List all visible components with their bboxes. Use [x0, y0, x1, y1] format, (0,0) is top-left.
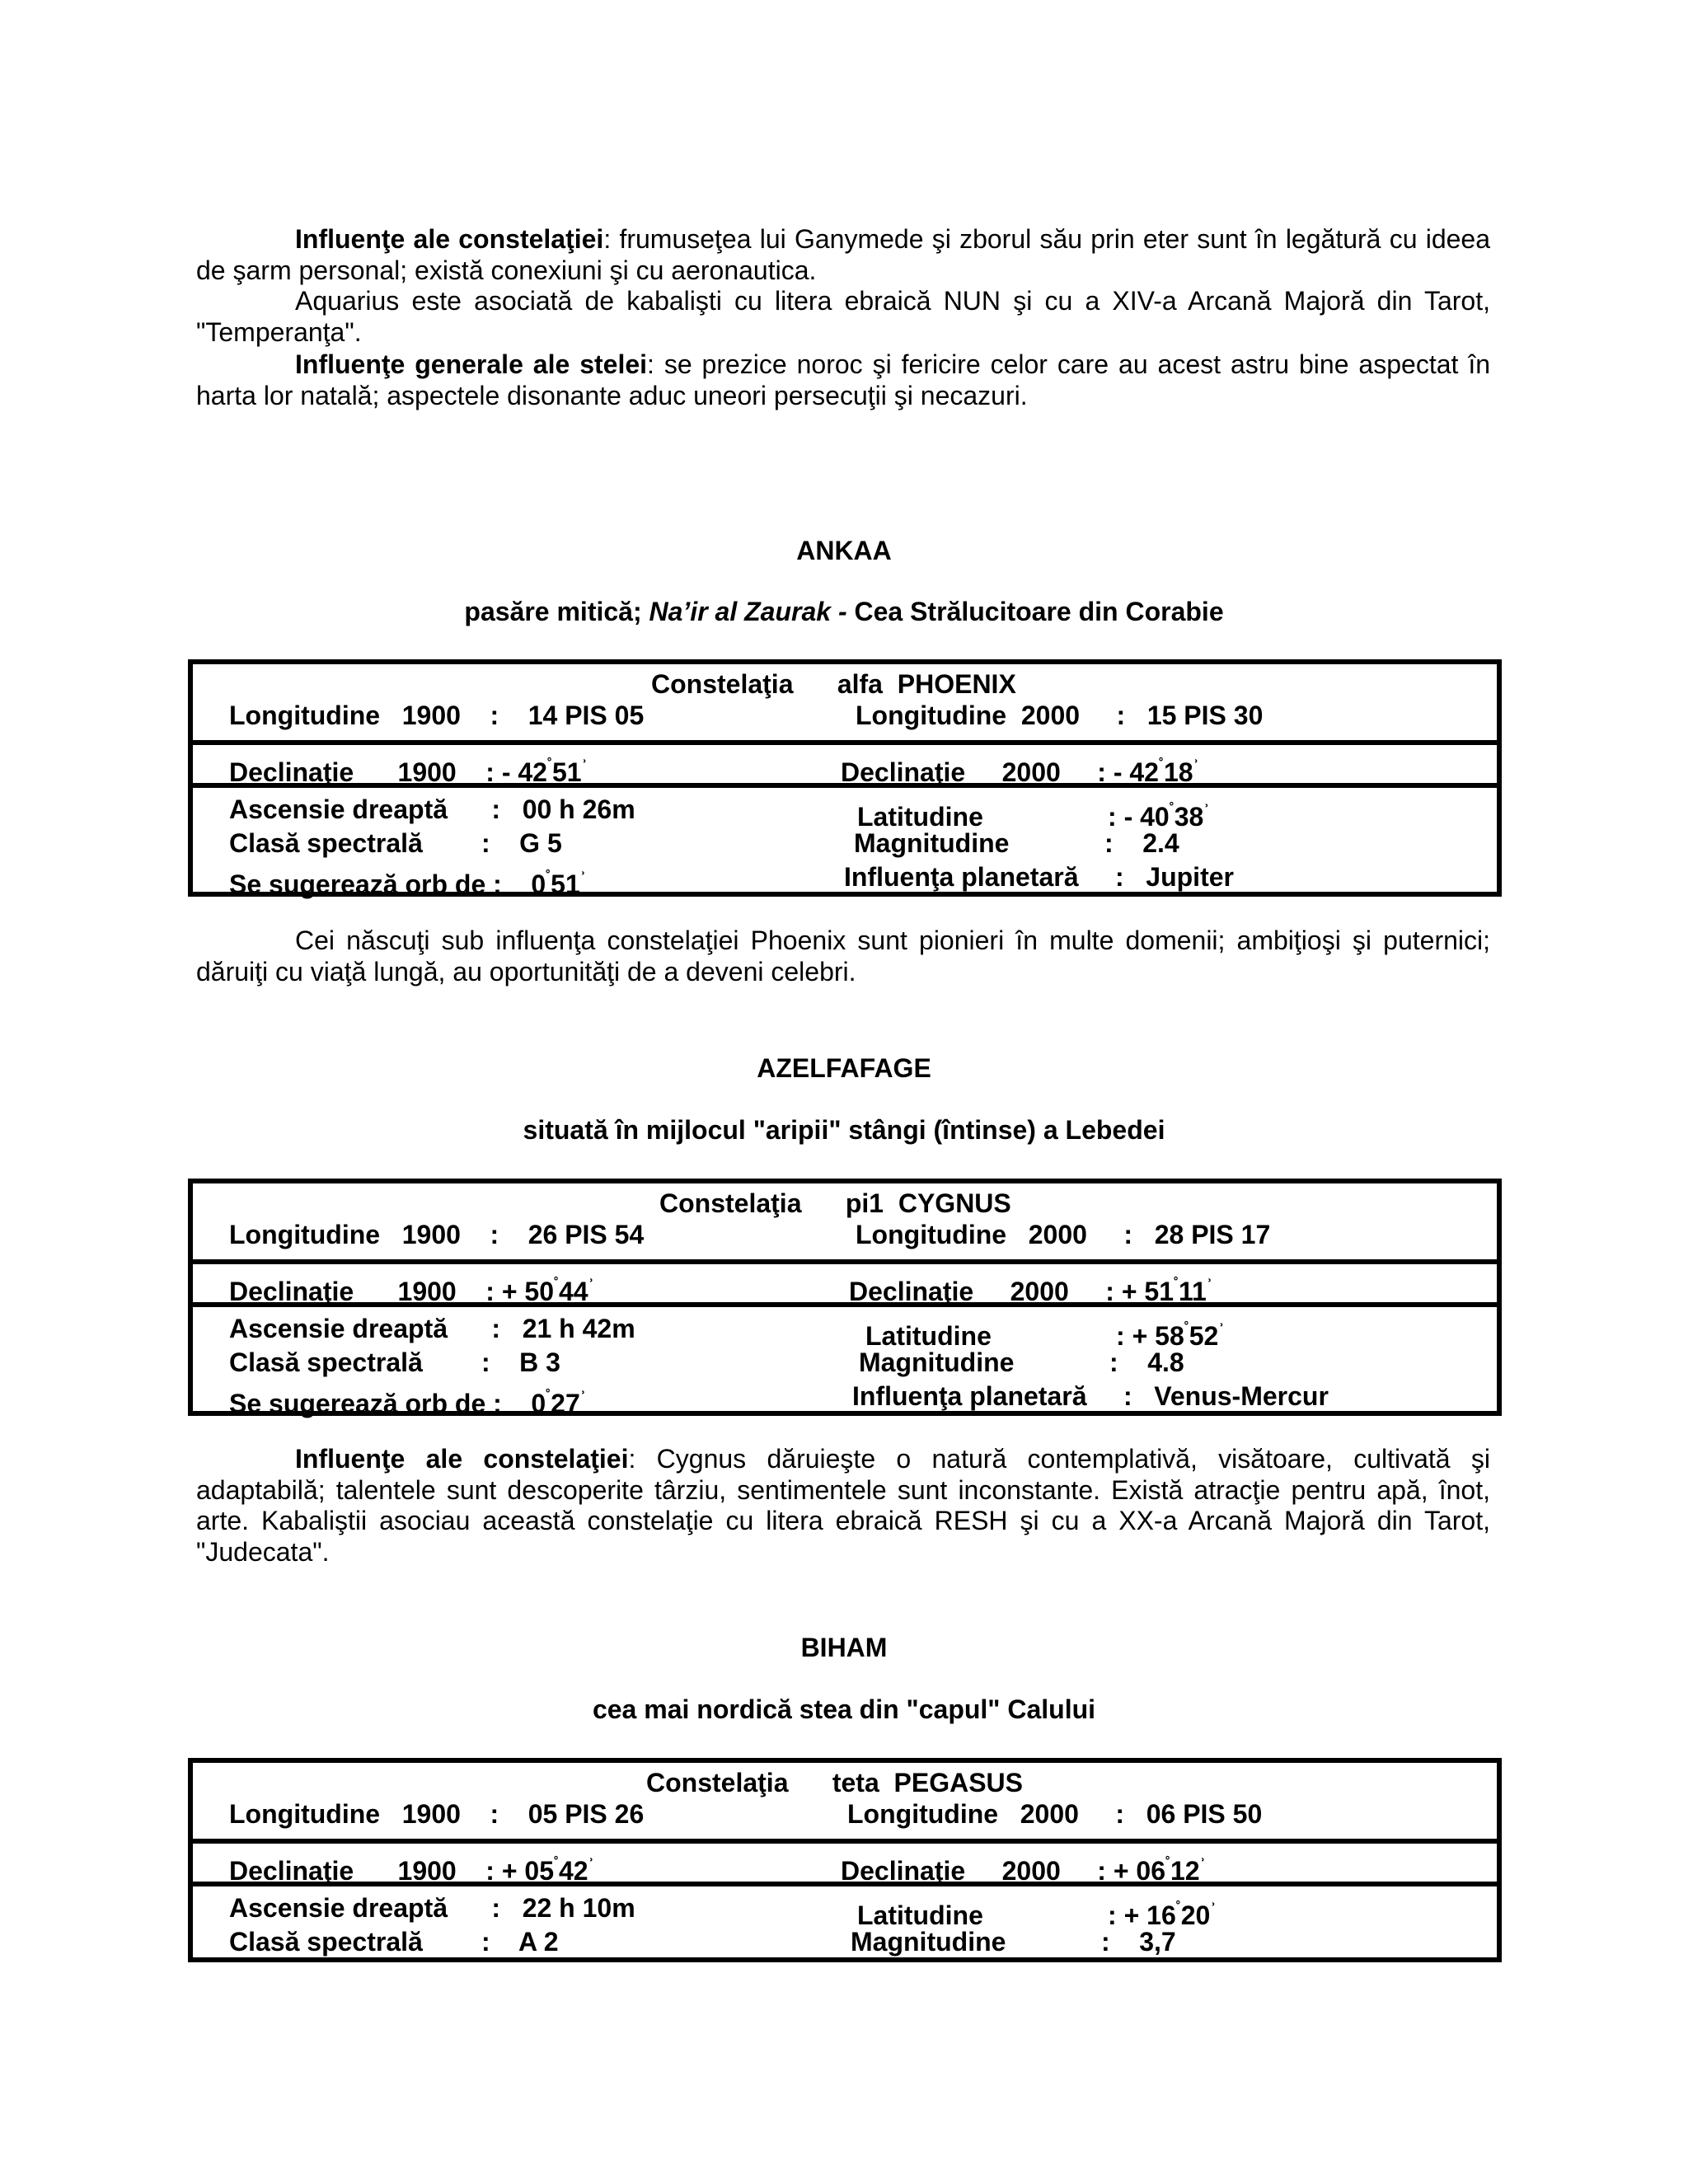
value: Declinaţie 1900 : + 05 — [229, 1856, 554, 1886]
degree-symbol: ˚ — [1184, 1320, 1189, 1337]
star-subtitle-biham: cea mai nordică stea din "capul" Calului — [592, 1694, 1096, 1724]
minute-symbol: ʾ — [1199, 1855, 1206, 1876]
minute-symbol: ʾ — [1210, 1900, 1217, 1920]
value: Declinaţie 2000 : - 42 — [841, 757, 1159, 787]
star-table-biham — [188, 1758, 1502, 1962]
table-band-top — [193, 1763, 1497, 1839]
longitude-1900: Longitudine 1900 : 26 PIS 54 — [229, 1220, 645, 1249]
spectral-class: Clasă spectrală : A 2 — [229, 1927, 559, 1957]
spectral-class: Clasă spectrală : B 3 — [229, 1347, 560, 1377]
minute-symbol: ʾ — [581, 757, 588, 777]
star-subtitle-azelfafage: situată în mijlocul "aripii" stângi (întinse) a Lebedei — [523, 1115, 1165, 1145]
table-band-top — [193, 1183, 1497, 1259]
value: Latitudine : + 58 — [865, 1321, 1184, 1351]
orb — [229, 860, 586, 901]
intro-paragraph-1 — [196, 224, 1490, 286]
value: 51 — [551, 757, 582, 787]
value: 52 — [1189, 1321, 1219, 1351]
intro-text-3: : se prezice noroc şi fericire celor care au acest astru bine aspectat în harta lor natală; aspectele disonante aduc uneori persecuţii şi necazuri. — [196, 349, 1491, 410]
star-title-biham: BIHAM — [800, 1633, 888, 1662]
value: Declinaţie 2000 : + 51 — [849, 1277, 1174, 1306]
magnitude: Magnitudine : 3,7 — [851, 1927, 1176, 1957]
degree-symbol: ˚ — [553, 1855, 559, 1872]
description-text: Cei născuţi sub influenţa constelaţiei Phoenix sunt pionieri în multe domenii; ambiţioşi şi puternici; dăruiţi cu viaţă lungă, au oportunităţi de a deveni celebri. — [196, 926, 1490, 987]
longitude-2000: Longitudine 2000 : 15 PIS 30 — [856, 701, 1264, 730]
longitude-2000: Longitudine 2000 : 28 PIS 17 — [856, 1220, 1271, 1249]
degree-symbol: ˚ — [553, 1276, 559, 1292]
subtitle-italic: Na’ir al Zaurak - — [649, 597, 847, 626]
longitude-1900: Longitudine 1900 : 14 PIS 05 — [229, 701, 645, 730]
degree-symbol: ˚ — [1175, 1900, 1181, 1916]
value: 27 — [551, 1389, 580, 1418]
minute-symbol: ʾ — [579, 869, 587, 889]
intro-paragraph-3 — [196, 349, 1490, 411]
degree-symbol: ˚ — [1165, 1855, 1170, 1872]
longitude-2000: Longitudine 2000 : 06 PIS 50 — [847, 1799, 1263, 1829]
table-band-mid — [193, 1259, 1497, 1306]
spectral-class: Clasă spectrală : G 5 — [229, 828, 562, 858]
value: 11 — [1178, 1277, 1207, 1306]
minute-symbol: ʾ — [588, 1855, 594, 1876]
planetary-influence: Influenţa planetară : Jupiter — [844, 862, 1234, 892]
value: 18 — [1163, 757, 1193, 787]
subtitle-part: Cea Strălucitoare din Corabie — [846, 597, 1224, 626]
description-label: Influenţe ale constelaţiei — [295, 1444, 629, 1474]
right-ascension: Ascensie dreaptă : 21 h 42m — [229, 1314, 635, 1343]
star-table-ankaa — [188, 659, 1502, 897]
intro-label-3: Influenţe generale ale stelei — [295, 349, 648, 379]
degree-symbol: ˚ — [1169, 801, 1175, 818]
constellation: Constelaţia pi1 CYGNUS — [659, 1188, 1011, 1218]
table-band-mid — [193, 740, 1497, 787]
magnitude: Magnitudine : 4.8 — [859, 1347, 1184, 1377]
intro-paragraph-2 — [196, 286, 1490, 348]
value: 42 — [558, 1856, 588, 1886]
value: 44 — [558, 1277, 588, 1306]
degree-symbol: ˚ — [546, 1388, 551, 1404]
minute-symbol: ʾ — [1193, 757, 1199, 777]
value: Latitudine : - 40 — [857, 802, 1170, 832]
star-subtitle-ankaa — [0, 595, 1688, 628]
star-title-azelfafage: AZELFAFAGE — [757, 1053, 931, 1083]
minute-symbol: ʾ — [588, 1276, 594, 1296]
intro-label-1: Influenţe ale constelaţiei — [295, 224, 604, 254]
value: Se sugerează orb de : 0 — [229, 1389, 546, 1418]
magnitude: Magnitudine : 2.4 — [854, 828, 1179, 858]
value: Latitudine : + 16 — [857, 1900, 1176, 1930]
table-band-bottom — [193, 783, 1497, 899]
intro-text-2: Aquarius este asociată de kabalişti cu litera ebraică NUN şi cu a XIV-a Arcană Majoră din Tarot, "Temperanţa". — [196, 286, 1490, 347]
table-band-bottom — [193, 1882, 1497, 1957]
constellation: Constelaţia teta PEGASUS — [646, 1768, 1023, 1797]
table-band-top — [193, 664, 1497, 740]
degree-symbol: ˚ — [1158, 757, 1164, 773]
value: Se sugerează orb de : 0 — [229, 869, 546, 899]
minute-symbol: ʾ — [1203, 801, 1210, 822]
value: Declinaţie 1900 : + 50 — [229, 1277, 554, 1306]
constellation: Constelaţia alfa PHOENIX — [651, 669, 1016, 699]
table-band-mid — [193, 1839, 1497, 1886]
subtitle-part: pasăre mitică; — [464, 597, 649, 626]
description-azelfafage — [196, 1444, 1490, 1568]
value: Declinaţie 2000 : + 06 — [841, 1856, 1165, 1886]
intro-text-1: : frumuseţea lui Ganymede şi zborul său prin eter sunt în legătură cu ideea de şarm personal; există conexiuni şi cu aeronautica. — [196, 224, 1491, 285]
description-text: : Cygnus dăruieşte o natură contemplativă, visătoare, cultivată şi adaptabilă; talentele sunt descoperite târziu, sentimentele sunt inconstante. Există atracţie pentru apă, înot, arte. Kabaliştii asociau această constelaţie cu litera ebraică RESH şi cu a XX-a Arcană Majoră din Tarot, "Judecata". — [196, 1444, 1491, 1567]
degree-symbol: ˚ — [546, 869, 551, 885]
value: 20 — [1180, 1900, 1211, 1930]
planetary-influence: Influenţa planetară : Venus-Mercur — [852, 1381, 1329, 1411]
minute-symbol: ʾ — [1218, 1320, 1225, 1341]
star-table-azelfafage — [188, 1179, 1502, 1416]
right-ascension: Ascensie dreaptă : 22 h 10m — [229, 1893, 635, 1923]
minute-symbol: ʾ — [579, 1388, 587, 1408]
description-ankaa — [196, 926, 1490, 987]
value: 12 — [1170, 1856, 1200, 1886]
value: 38 — [1174, 802, 1204, 832]
table-band-bottom — [193, 1302, 1497, 1418]
orb — [229, 1380, 586, 1420]
degree-symbol: ˚ — [546, 757, 552, 773]
value: 51 — [551, 869, 580, 899]
value: Declinaţie 1900 : - 42 — [229, 757, 547, 787]
star-title-ankaa: ANKAA — [796, 536, 892, 565]
right-ascension: Ascensie dreaptă : 00 h 26m — [229, 794, 635, 824]
degree-symbol: ˚ — [1173, 1276, 1179, 1292]
longitude-1900: Longitudine 1900 : 05 PIS 26 — [229, 1799, 645, 1829]
minute-symbol: ʾ — [1206, 1276, 1213, 1296]
